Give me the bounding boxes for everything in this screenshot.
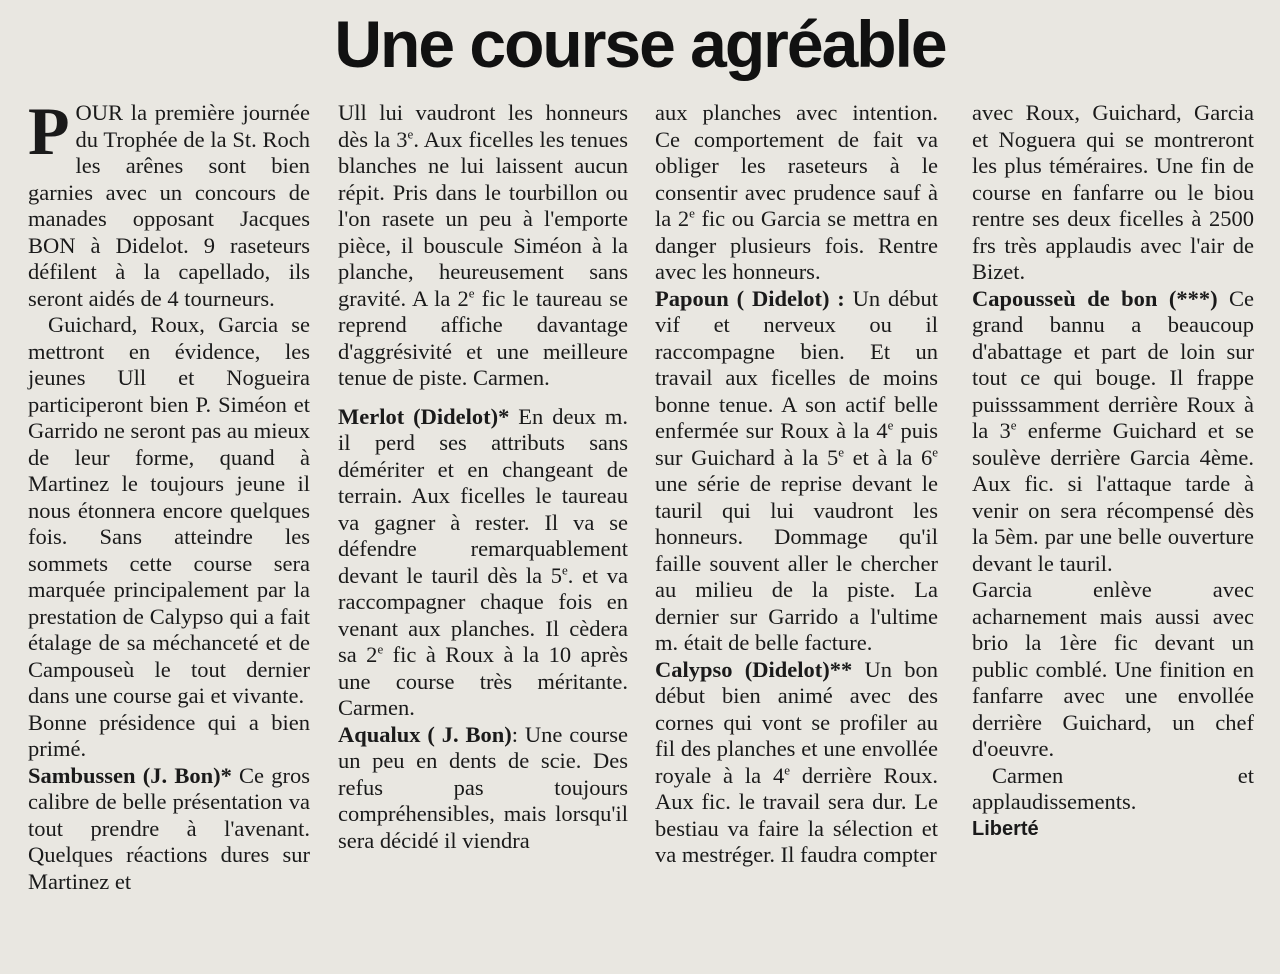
article-column-4 — [972, 100, 1254, 842]
paragraph — [338, 404, 628, 722]
superscript: e — [887, 417, 894, 433]
superscript: e — [784, 762, 790, 777]
bull-heading: Merlot (Didelot)* — [338, 403, 510, 429]
signature: Liberté — [972, 817, 1039, 840]
paragraph-text: avec Roux, Guichard, Garcia et Noguera qui se montreront les plus téméraires. Une fin de course en fanfarre ou le biou rentre ses deux ficelles à 2500 frs très applaudis avec l'air de Bizet. — [972, 100, 1254, 284]
paragraph-text: fic le taureau se reprend affiche davantage d'aggrésivité et une meilleure tenue de piste. Carmen. — [338, 285, 628, 390]
paragraph-text: aux planches avec intention. Ce comportement de fait va obliger les raseteurs à le consentir avec prudence sauf à la 2 — [655, 100, 938, 231]
paragraph-text: Garcia enlève avec acharnement mais aussi avec brio la 1ère fic devant un public comblé. Une finition en fanfarre avec une envollée derrière Guichard, un chef d'oeuvre. — [972, 577, 1254, 761]
article-column-2 — [338, 100, 628, 854]
paragraph — [28, 93, 310, 312]
paragraph-text: . et va raccompagner chaque fois en venant aux planches. Il cèdera sa 2 — [338, 562, 628, 667]
paragraph-text: : Une course un peu en dents de scie. Des refus pas toujours compréhensibles, mais lorsqu'il sera décidé il viendra — [338, 721, 628, 853]
paragraph-text: Guichard, Roux, Garcia se mettront en évidence, les jeunes Ull et Nogueira participeront bien P. Siméon et Garrido ne seront pas au mieux de leur forme, quand à Martinez le toujours jeune il nous étonnera encore quelques fois. Sans atteindre les sommets cette course sera marquée principalement par la prestation de Calypso qui a fait étalage de sa méchanceté et de Campouseù le tout dernier dans une course gai et vivante. — [28, 312, 310, 708]
bull-heading: Papoun ( Didelot) : — [655, 285, 845, 311]
paragraph-text: . Aux ficelles les tenues blanches ne lui laissent aucun répit. Pris dans le tourbillon ou l'on rasete un peu à l'emporte pièce, il bouscule Siméon à la planche, heureusement sans gravité. A la 2 — [338, 126, 629, 311]
paragraph — [338, 100, 628, 392]
superscript: e — [689, 205, 695, 221]
paragraph-text: Un début vif et nerveux ou il raccompagne bien. Et un travail aux ficelles de moins bonne tenue. A son actif belle enfermée sur Roux à la 4 — [655, 285, 938, 443]
superscript: e — [838, 444, 844, 459]
paragraph-text: fic à Roux à la 10 après une course très méritante. Carmen. — [338, 642, 628, 720]
bull-heading: Aqualux ( J. Bon) — [338, 721, 512, 747]
paragraph-text: Un bon début bien animé avec des cornes qui vont se profiler au fil des planches et une envollée royale à la 4 — [655, 656, 938, 788]
superscript: e — [1010, 417, 1017, 433]
paragraph-text: derrière Roux. Aux fic. le travail sera dur. Le bestiau va faire la sélection et va mestréger. Il faudra compter — [655, 762, 938, 867]
paragraph — [338, 722, 628, 855]
paragraph-text: puis sur Guichard à la 5 — [655, 418, 938, 470]
bull-heading: Capousseù de bon (***) — [972, 285, 1218, 311]
superscript: e — [932, 444, 938, 459]
superscript: e — [407, 126, 414, 141]
paragraph — [655, 100, 938, 286]
article-column-3 — [655, 100, 938, 869]
superscript: e — [377, 641, 384, 657]
paragraph-text: Ull lui vaudront les honneurs dès la 3 — [338, 100, 628, 152]
paragraph-text: Ce gros calibre de belle présentation va tout prendre à l'avenant. Quelques réactions dures sur Martinez et — [28, 762, 310, 894]
paragraph-text: et à la 6 — [843, 444, 933, 470]
paragraph-text: En deux m. il perd ses attributs sans démériter et en changeant de terrain. Aux ficelles le taureau va gagner à rester. Il va se défendre remarquablement devant le tauril dès la 5 — [338, 403, 628, 588]
drop-cap: P — [28, 93, 70, 169]
superscript: e — [561, 562, 568, 577]
paragraph-text: une série de reprise devant le tauril qui lui vaudront les honneurs. Dommage qu'il faille souvent aller le chercher au milieu de la piste. La dernier sur Garrido a l'ultime m. était de belle facture. — [655, 471, 938, 655]
paragraph-text: Bonne présidence qui a bien primé. — [28, 709, 310, 761]
paragraph-text: Ce grand bannu a beaucoup d'abattage et part de loin sur tout ce qui bouge. Il frappe puisssamment derrière Roux à la 3 — [972, 285, 1254, 443]
superscript: e — [468, 285, 475, 300]
article-column-1 — [28, 93, 310, 895]
paragraph — [972, 286, 1254, 578]
bull-heading: Sambussen (J. Bon)* — [28, 762, 232, 788]
paragraph-text: enferme Guichard et se soulève derrière Garcia 4ème. Aux fic. si l'attaque tarde à venir on sera récompensé dès la 5èm. par une belle ouverture devant le tauril. — [972, 418, 1254, 576]
bull-heading: Calypso (Didelot)** — [655, 656, 853, 682]
paragraph-text: OUR la première journée du Trophée de la St. Roch les arênes sont bien garnies avec un concours de manades opposant Jacques BON à Didelot. 9 raseteurs défilent à la capellado, ils seront aidés de 4 tourneurs. — [28, 100, 310, 311]
paragraph-text: fic ou Garcia se mettra en danger plusieurs fois. Rentre avec les honneurs. — [655, 206, 938, 284]
paragraph — [28, 763, 310, 896]
paragraph — [655, 657, 938, 869]
paragraph — [655, 286, 938, 657]
article-title: Une course agréable — [334, 7, 946, 81]
paragraph-text: Carmen et applaudissements. — [972, 762, 1254, 814]
